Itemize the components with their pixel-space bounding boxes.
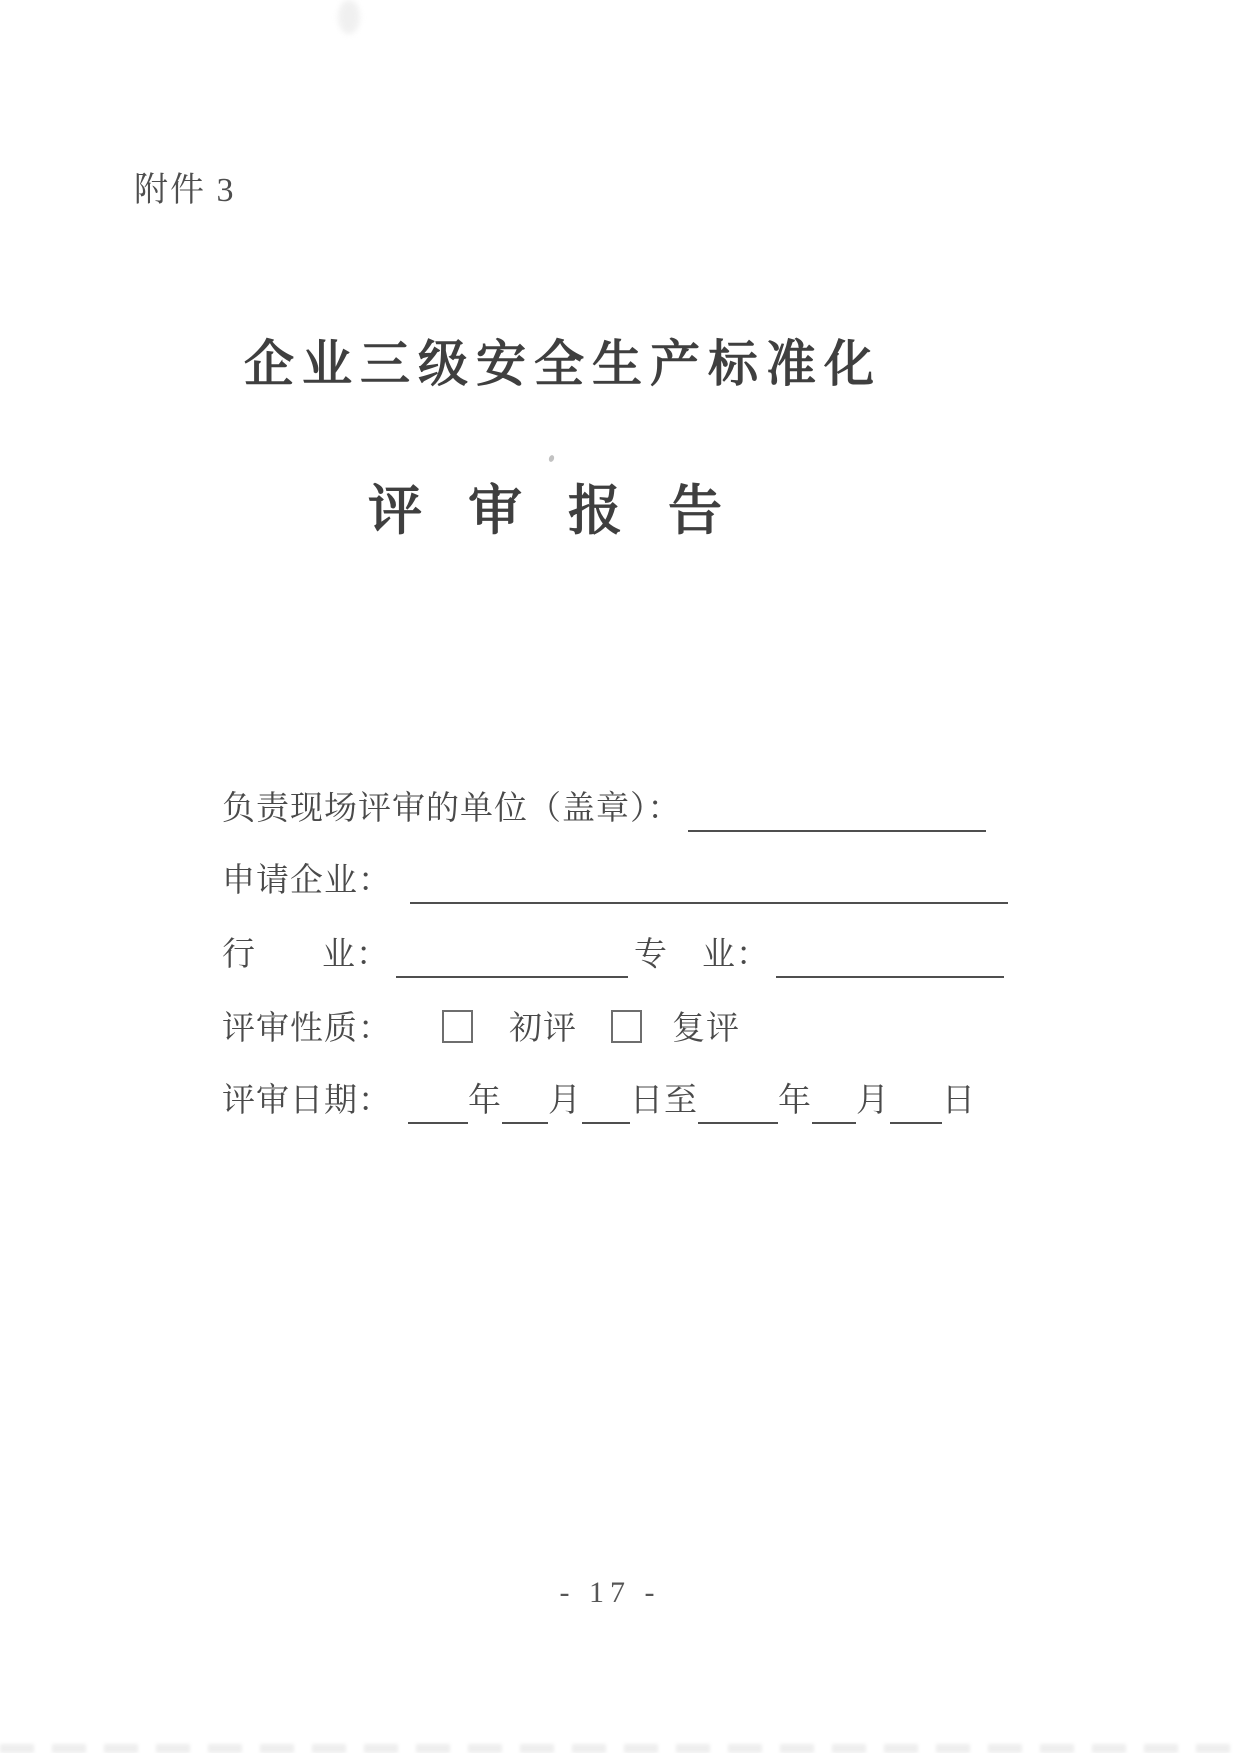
review-unit-label: 负责现场评审的单位（盖章）：	[222, 791, 682, 827]
field-row-applicant	[222, 858, 1008, 904]
date-blank-end-year	[698, 1086, 778, 1124]
date-label-start-day-to: 日至	[630, 1083, 698, 1119]
date-label-start-year: 年	[468, 1083, 502, 1119]
date-label-start-month: 月	[548, 1083, 582, 1119]
scan-smudge-artifact	[338, 0, 360, 34]
field-row-review-nature	[222, 1006, 740, 1052]
industry-blank-line	[396, 940, 628, 978]
applicant-label: 申请企业：	[222, 863, 392, 899]
review-unit-blank-line	[688, 794, 986, 832]
date-blank-end-day	[890, 1086, 942, 1124]
page-number: - 17 -	[559, 1576, 661, 1609]
scan-bleedthrough-artifact	[0, 1744, 1240, 1753]
attachment-label: 附件 3	[134, 172, 236, 209]
field-row-industry-specialty	[222, 932, 1004, 978]
industry-label-char2: 业：	[322, 937, 390, 973]
date-blank-end-month	[812, 1086, 856, 1124]
industry-label-char1: 行	[222, 937, 256, 973]
document-title-line2: 评审报告	[368, 481, 768, 541]
date-label-end-day: 日	[942, 1083, 976, 1119]
re-review-label: 复评	[672, 1011, 740, 1047]
date-label-end-month: 月	[856, 1083, 890, 1119]
date-label-end-year: 年	[778, 1083, 812, 1119]
specialty-label-char1: 专	[634, 937, 668, 973]
field-row-review-unit	[222, 786, 986, 832]
review-date-label: 评审日期：	[222, 1083, 392, 1119]
initial-review-label: 初评	[509, 1011, 577, 1047]
date-blank-start-month	[502, 1086, 548, 1124]
field-row-review-date	[222, 1078, 976, 1124]
specialty-label-char2: 业：	[702, 937, 770, 973]
document-title-line1: 企业三级安全生产标准化	[244, 336, 882, 392]
specialty-blank-line	[776, 940, 1004, 978]
review-nature-label: 评审性质：	[222, 1011, 392, 1047]
date-blank-start-day	[582, 1086, 630, 1124]
checkbox-initial-review	[442, 1010, 473, 1043]
scan-speck-artifact	[548, 454, 555, 462]
checkbox-re-review	[611, 1010, 642, 1043]
date-blank-start-year	[408, 1086, 468, 1124]
applicant-blank-line	[410, 866, 1008, 904]
